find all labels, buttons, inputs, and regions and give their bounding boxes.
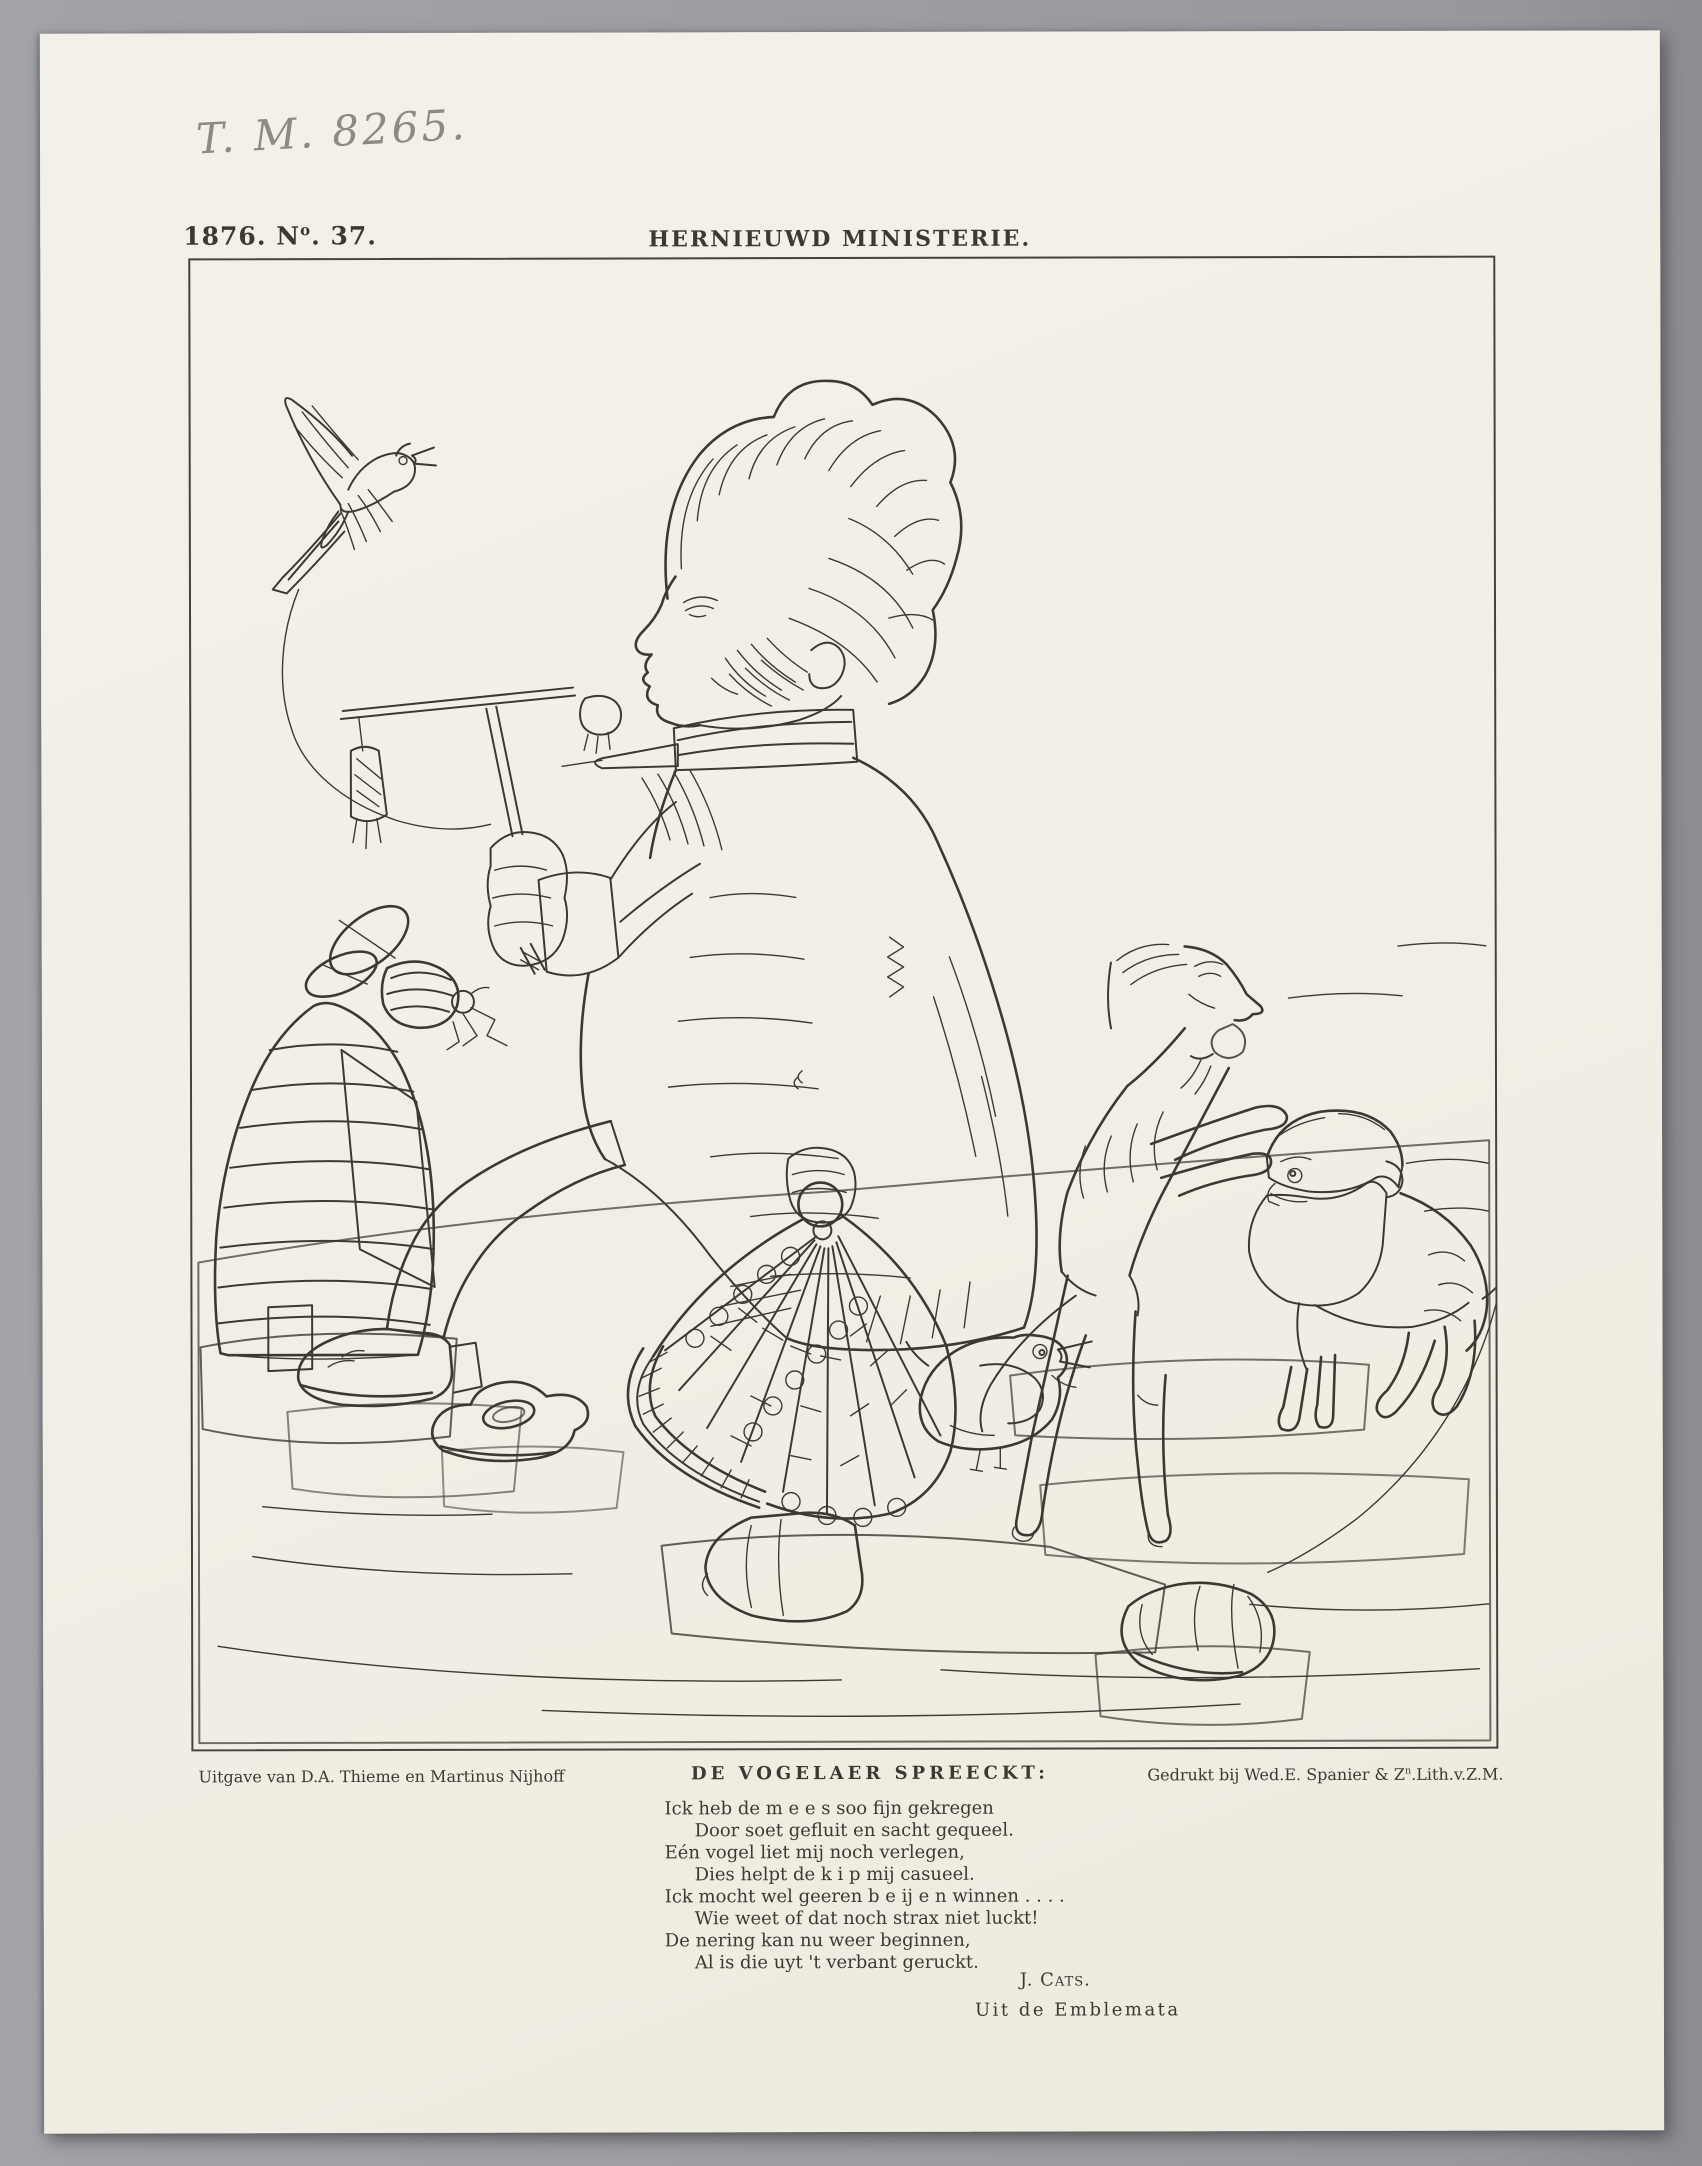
poem-line: Ick heb de m e e s soo fijn gekregen	[664, 1797, 994, 1820]
poem	[665, 1798, 1065, 1975]
dog-man-bearded	[1249, 1110, 1497, 1430]
keeper-smock	[580, 757, 1037, 1350]
poem-author: J. Cats.	[1019, 1969, 1091, 1991]
flying-bird	[272, 398, 436, 594]
ground-hatching	[198, 1140, 1490, 1743]
tether-string	[282, 589, 490, 829]
poem-line: Al is die uyt 't verbant geruckt.	[694, 1951, 979, 1974]
dog-man-thin	[979, 944, 1287, 1547]
bee	[299, 893, 507, 1050]
slipper-on-string	[1121, 1263, 1497, 1681]
illustration-frame	[188, 256, 1498, 1752]
publisher-credit: Uitgave van D.A. Thieme en Martinus Nijhoff	[198, 1766, 565, 1787]
keeper-hair	[665, 381, 961, 705]
printer-credit-rest: .Lith.v.Z.M.	[1411, 1764, 1504, 1784]
bird-keeper	[296, 380, 1037, 1622]
plate-number-superscript: o	[300, 221, 312, 240]
keeper-raised-arm	[488, 802, 701, 976]
poem-line: Eén vogel liet mij noch verlegen,	[664, 1841, 965, 1864]
dropped-shoe	[432, 1382, 588, 1461]
plate-issue: . 37.	[311, 221, 378, 251]
balance-perch	[341, 687, 622, 974]
beehive	[214, 1003, 434, 1371]
poem-line: Wie weet of dat noch strax niet luckt!	[694, 1907, 1039, 1930]
bird-cage	[627, 1147, 955, 1526]
poem-line: Dies helpt de k i p mij casueel.	[694, 1863, 975, 1886]
keeper-right-clog	[702, 1513, 862, 1622]
handwritten-inventory-number: T. M. 8265.	[194, 99, 469, 164]
caricature-illustration	[190, 258, 1496, 1750]
printer-credit-text: Gedrukt bij Wed.E. Spanier & Z	[1147, 1764, 1406, 1785]
print-sheet	[40, 30, 1664, 2133]
keeper-collar	[562, 710, 857, 850]
poem-line: De nering kan nu weer beginnen,	[664, 1929, 971, 1952]
printer-credit	[1147, 1765, 1503, 1785]
poem-line: Ick mocht wel geeren b e ij e n winnen . . . .	[664, 1885, 1065, 1908]
print-title: HERNIEUWD MINISTERIE.	[648, 225, 1032, 253]
printer-credit-superscript: n	[1404, 1765, 1412, 1777]
caption-heading: DE VOGELAER SPREECKT:	[690, 1762, 1049, 1785]
motion-lines	[1288, 943, 1488, 1212]
poem-line: Door soet gefluit en sacht gequeel.	[694, 1819, 1014, 1842]
poem-source: Uit de Emblemata	[974, 1999, 1181, 2021]
plate-year: 1876. N	[183, 221, 301, 251]
